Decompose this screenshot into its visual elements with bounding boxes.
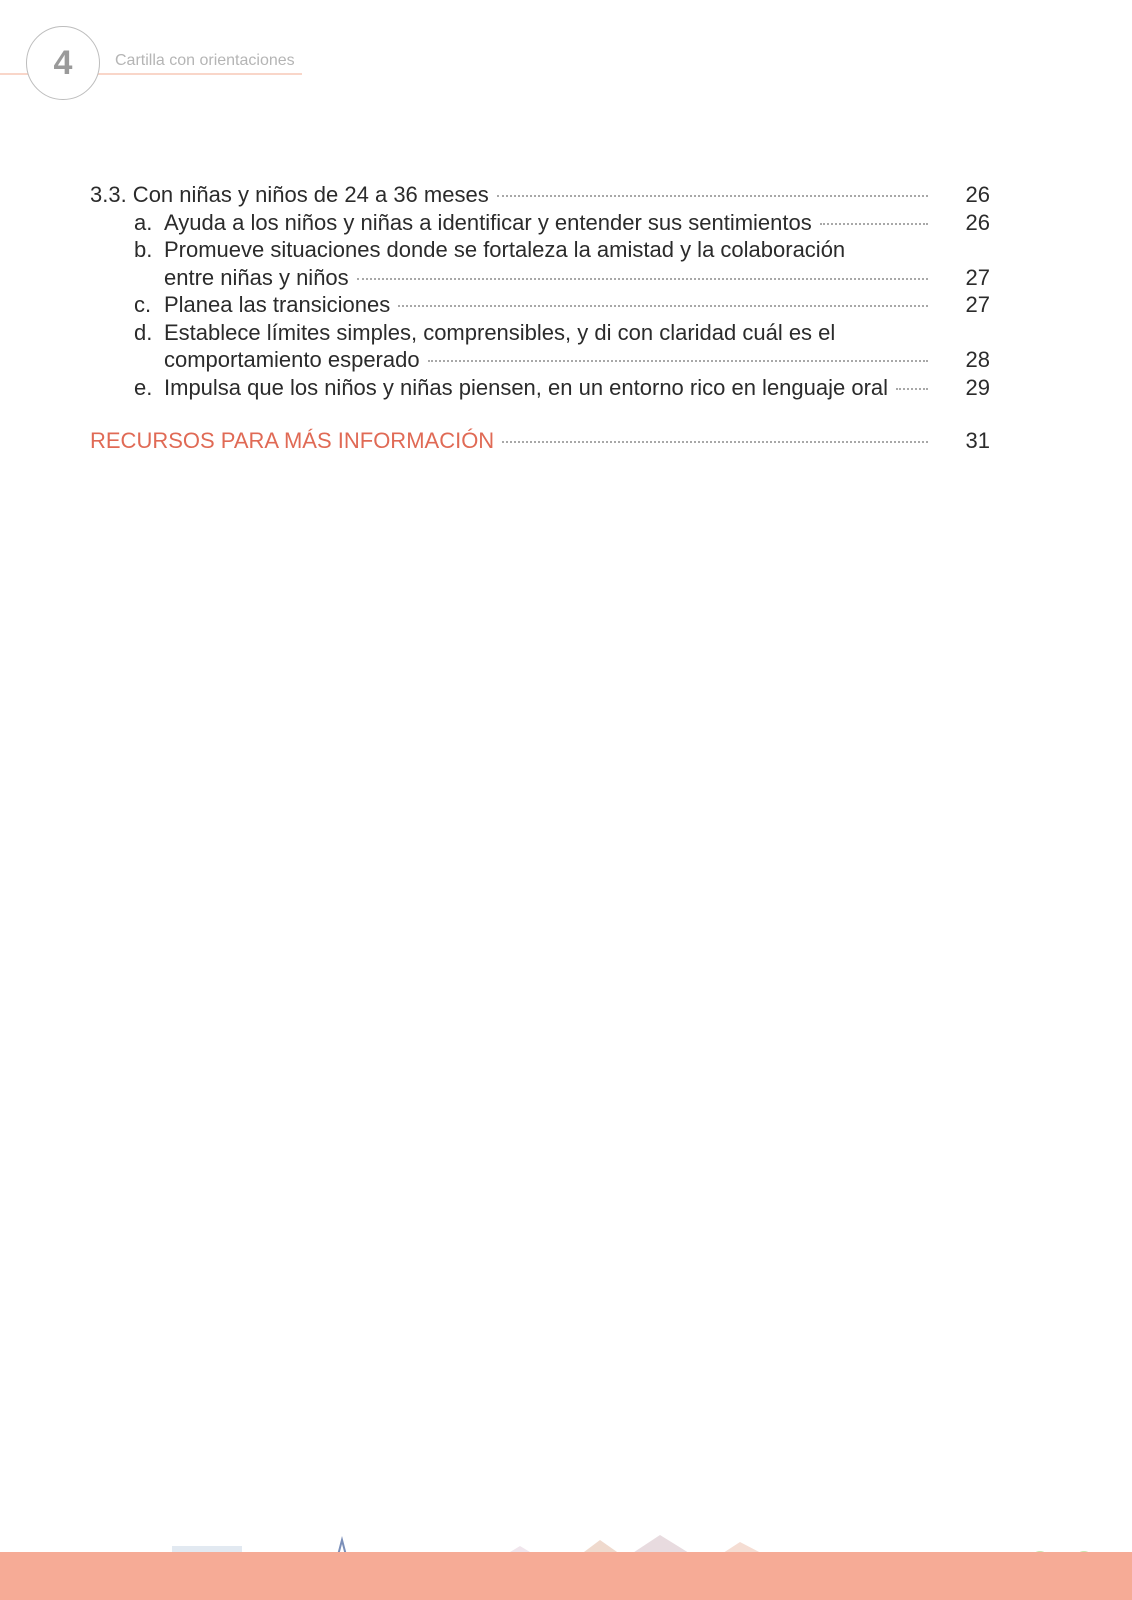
toc-entry-label-continued: comportamiento esperado bbox=[164, 347, 420, 372]
toc-page-number: 26 bbox=[965, 209, 990, 235]
toc-item-e[interactable] bbox=[90, 374, 990, 402]
landscape-illustration bbox=[0, 1480, 1132, 1600]
page-number: 4 bbox=[53, 43, 73, 82]
footer-band bbox=[0, 1552, 1132, 1600]
toc-item-marker: b. bbox=[134, 237, 153, 262]
dot-leader bbox=[357, 278, 928, 280]
toc-item-marker: d. bbox=[134, 319, 153, 345]
toc-item-marker: e. bbox=[134, 374, 153, 400]
toc-entry-label: Planea las transiciones bbox=[164, 292, 391, 317]
toc-page-number: 28 bbox=[965, 347, 990, 372]
page-number-badge bbox=[26, 26, 100, 100]
footer-illustration bbox=[0, 1480, 1132, 1600]
toc-page-number: 27 bbox=[965, 292, 990, 317]
toc-item-b[interactable] bbox=[90, 236, 990, 291]
toc-item-c[interactable] bbox=[90, 291, 990, 319]
toc-page-number: 29 bbox=[965, 374, 990, 400]
toc-entry-label: 3.3. Con niñas y niños de 24 a 36 meses bbox=[90, 182, 489, 207]
running-header-title: Cartilla con orientaciones bbox=[115, 52, 295, 69]
toc-entry-label: Promueve situaciones donde se fortaleza la amistad y la colaboración bbox=[164, 237, 846, 262]
table-of-contents bbox=[90, 181, 990, 455]
toc-page-number: 26 bbox=[965, 182, 990, 207]
toc-item-a[interactable] bbox=[90, 209, 990, 237]
toc-entry-label: Ayuda a los niños y niñas a identificar y entender sus sentimientos bbox=[164, 209, 812, 235]
page-header bbox=[0, 0, 320, 110]
toc-item-marker: a. bbox=[134, 209, 153, 235]
toc-entry-label: Establece límites simples, comprensibles, y di con claridad cuál es el bbox=[164, 319, 836, 345]
dot-leader bbox=[497, 195, 928, 197]
dot-leader bbox=[896, 388, 928, 390]
toc-item-d[interactable] bbox=[90, 319, 990, 374]
toc-page-number: 27 bbox=[965, 264, 990, 290]
dot-leader bbox=[820, 223, 928, 225]
toc-section-3-3[interactable] bbox=[90, 181, 990, 209]
toc-entry-label: Impulsa que los niños y niñas piensen, en un entorno rico en lenguaje oral bbox=[164, 374, 889, 400]
dot-leader bbox=[502, 441, 928, 443]
dot-leader bbox=[428, 360, 928, 362]
toc-page-number: 31 bbox=[965, 428, 990, 453]
toc-entry-label-continued: entre niñas y niños bbox=[164, 264, 349, 290]
dot-leader bbox=[398, 305, 928, 307]
toc-resources[interactable] bbox=[90, 427, 990, 455]
toc-entry-label: RECURSOS PARA MÁS INFORMACIÓN bbox=[90, 428, 495, 453]
toc-item-marker: c. bbox=[134, 292, 152, 317]
